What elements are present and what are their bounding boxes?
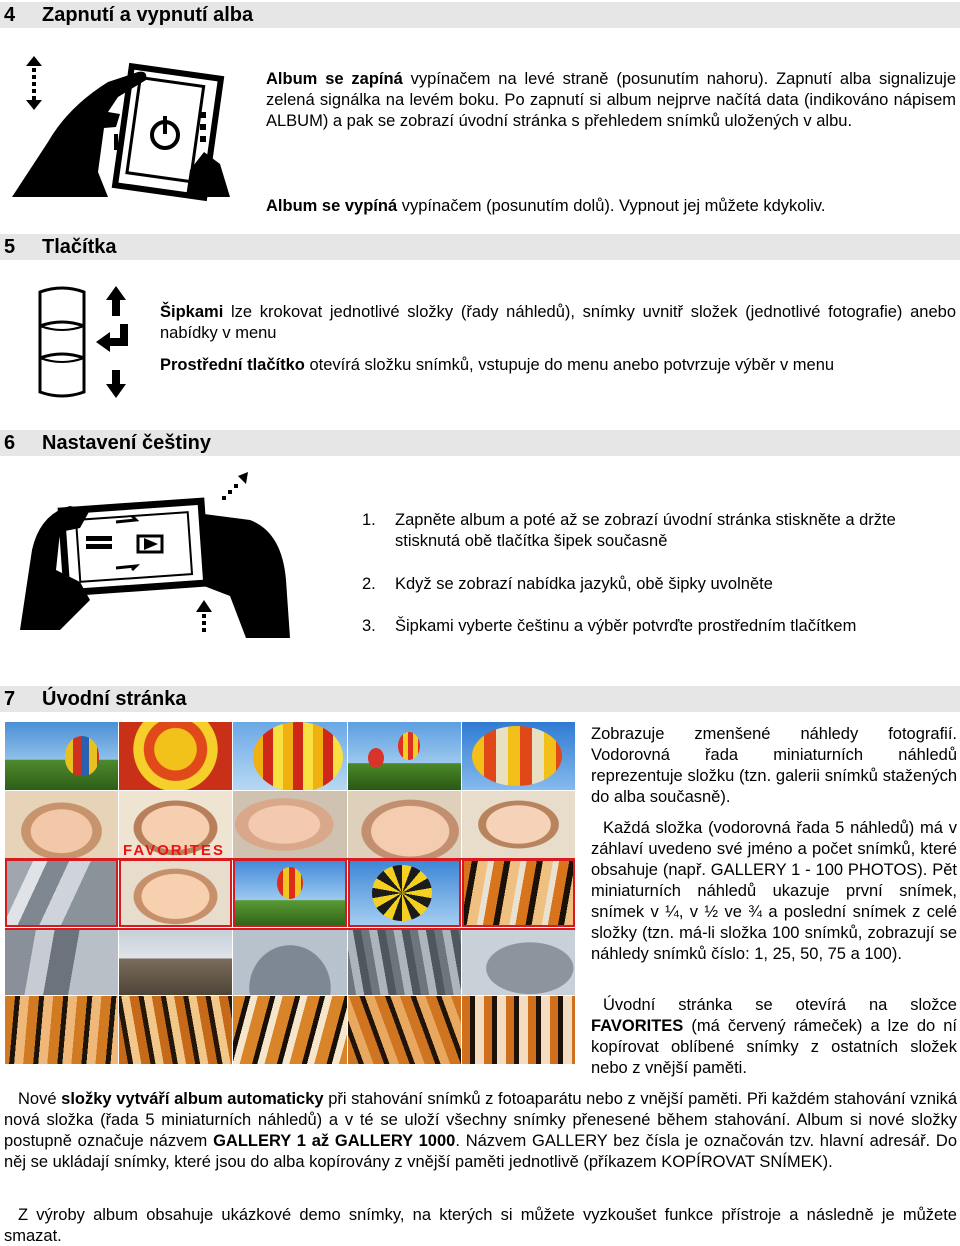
thumbnail-favorite bbox=[119, 859, 232, 927]
homepage-text-2: Každá složka (vodorovná řada 5 náhledů) má v záhlaví uvedeno své jméno a počet snímků, které obsahuje (např. GALLERY 1 - 100 PHOTOS). Pět miniaturních náhledů ukazuje první snímek, snímek v ¼, v ½ ve ¾ a poslední snímek z celé složky (tzn. má-li složka 100 snímků, zobrazují se náhledy snímků číslo: 1, 25, 50, 75 a 100). bbox=[591, 819, 957, 963]
thumbnail bbox=[233, 791, 346, 859]
favorites-frame-top bbox=[5, 858, 575, 860]
buttons-illustration bbox=[34, 284, 134, 402]
arrows-desc: lze krokovat jednotlivé složky (řady náhledů), snímky uvnitř složek (jednotlivé fotografie) anebo nabídky v menu bbox=[160, 303, 956, 342]
thumbnail bbox=[348, 996, 461, 1064]
auto-folders-bold-1: složky vytváří album automaticky bbox=[61, 1090, 324, 1108]
section-number: 4 bbox=[4, 3, 16, 26]
thumbnail bbox=[5, 928, 118, 996]
step-text: Když se zobrazí nabídka jazyků, obě šipky uvolněte bbox=[395, 575, 773, 593]
power-off-bold: Album se vypíná bbox=[266, 197, 398, 215]
arrows-bold: Šipkami bbox=[160, 303, 224, 321]
thumbnail bbox=[462, 928, 575, 996]
language-step-3 bbox=[362, 616, 958, 637]
thumbnail-favorite bbox=[348, 859, 461, 927]
step-number: 1. bbox=[362, 511, 376, 529]
power-switch-illustration bbox=[8, 52, 236, 202]
favorites-label: FAVORITES bbox=[123, 842, 225, 859]
step-number: 3. bbox=[362, 617, 376, 635]
thumbnail bbox=[119, 996, 232, 1064]
language-step-2 bbox=[362, 574, 958, 595]
section-number: 7 bbox=[4, 687, 16, 710]
section-title: Nastavení češtiny bbox=[42, 431, 211, 454]
demo-photos-text: Z výroby album obsahuje ukázkové demo snímky, na kterých si můžete vyzkoušet funkce přístroje a následně je můžete smazat. bbox=[4, 1206, 957, 1245]
thumbnail bbox=[462, 722, 575, 790]
auto-folders-a: Nové bbox=[18, 1090, 62, 1108]
section-title: Tlačítka bbox=[42, 235, 117, 258]
auto-folders-bold-2: GALLERY 1 až GALLERY 1000 bbox=[213, 1132, 456, 1150]
thumbnail bbox=[233, 996, 346, 1064]
section-title: Zapnutí a vypnutí alba bbox=[42, 3, 254, 26]
thumbnail bbox=[119, 722, 232, 790]
thumbnail-favorite bbox=[5, 859, 118, 927]
middle-button-desc: otevírá složku snímků, vstupuje do menu anebo potvrzuje výběr v menu bbox=[304, 356, 835, 374]
section-heading-7 bbox=[0, 686, 960, 712]
step-text: Šipkami vyberte češtinu a výběr potvrďte prostředním tlačítkem bbox=[395, 617, 857, 635]
thumbnail bbox=[5, 791, 118, 859]
section-heading-5 bbox=[0, 234, 960, 260]
section-heading-6 bbox=[0, 430, 960, 456]
thumbnail bbox=[233, 928, 346, 996]
thumbnail-favorite bbox=[462, 859, 575, 927]
power-on-bold: Album se zapíná bbox=[266, 70, 403, 88]
middle-button-bold: Prostřední tlačítko bbox=[160, 356, 305, 374]
thumbnail bbox=[5, 722, 118, 790]
thumbnail bbox=[462, 996, 575, 1064]
section-title: Úvodní stránka bbox=[42, 687, 187, 710]
thumbnail bbox=[348, 928, 461, 996]
power-on-desc: vypínačem na levé straně (posunutím nahoru). Zapnutí alba signalizuje zelená signálka na levém boku. Po zapnutí si album nejprve načítá data (indikováno nápisem ALBUM) a pak se zobrazí úvodní stránka s přehledem snímků uložených v albu. bbox=[266, 70, 956, 130]
favorites-desc-a: Úvodní stránka se otevírá na složce bbox=[603, 996, 957, 1014]
thumbnail bbox=[462, 791, 575, 859]
auto-folders-text bbox=[4, 1089, 957, 1173]
thumbnail bbox=[5, 996, 118, 1064]
homepage-text-3 bbox=[591, 995, 957, 1079]
step-text: Zapněte album a poté až se zobrazí úvodní stránka stiskněte a držte stisknutá obě tlačítka šipek současně bbox=[395, 511, 896, 550]
thumbnail bbox=[348, 722, 461, 790]
language-setting-illustration bbox=[20, 470, 292, 638]
thumbnail-grid bbox=[5, 722, 575, 1064]
step-number: 2. bbox=[362, 575, 376, 593]
arrows-text bbox=[160, 302, 956, 344]
favorites-desc-b: (má červený rámeček) a lze do ní kopírovat oblíbené snímky z ostatních složek nebo z vnější paměti. bbox=[591, 1017, 957, 1077]
auto-folders-c: . Názvem GALLERY bez čísla je označován tzv. hlavní adresář. Do něj se ukládají snímky, které jsou do alba kopírovány z vnější paměti jednotlivě (příkazem KOPÍROVAT SNÍMEK). bbox=[4, 1132, 958, 1171]
middle-button-text bbox=[160, 355, 956, 376]
power-on-text bbox=[266, 69, 956, 132]
homepage-text-1: Zobrazuje zmenšené náhledy fotografií. Vodorovná řada miniaturních náhledů reprezentuje složku (tzn. galerii snímků stažených do alba současně). bbox=[591, 725, 957, 806]
power-off-text bbox=[266, 196, 956, 217]
thumbnail bbox=[233, 722, 346, 790]
section-number: 6 bbox=[4, 431, 16, 454]
power-off-desc: vypínačem (posunutím dolů). Vypnout jej můžete kdykoliv. bbox=[397, 197, 826, 215]
section-number: 5 bbox=[4, 235, 16, 258]
language-step-1 bbox=[362, 510, 958, 552]
favorites-bold: FAVORITES bbox=[591, 1017, 684, 1035]
auto-folders-b: při stahování snímků z fotoaparátu nebo z vnější paměti. Při každém stahování vzniká nová složka (řada 5 miniaturních náhledů) a v té se uloží všechny snímky přenesené během stahování. Album si nové složky postupně označuje názvem bbox=[4, 1090, 958, 1150]
favorites-frame-bottom bbox=[5, 928, 575, 930]
thumbnail-favorite bbox=[233, 859, 346, 927]
section-heading-4 bbox=[0, 2, 960, 28]
thumbnail bbox=[348, 791, 461, 859]
thumbnail bbox=[119, 928, 232, 996]
